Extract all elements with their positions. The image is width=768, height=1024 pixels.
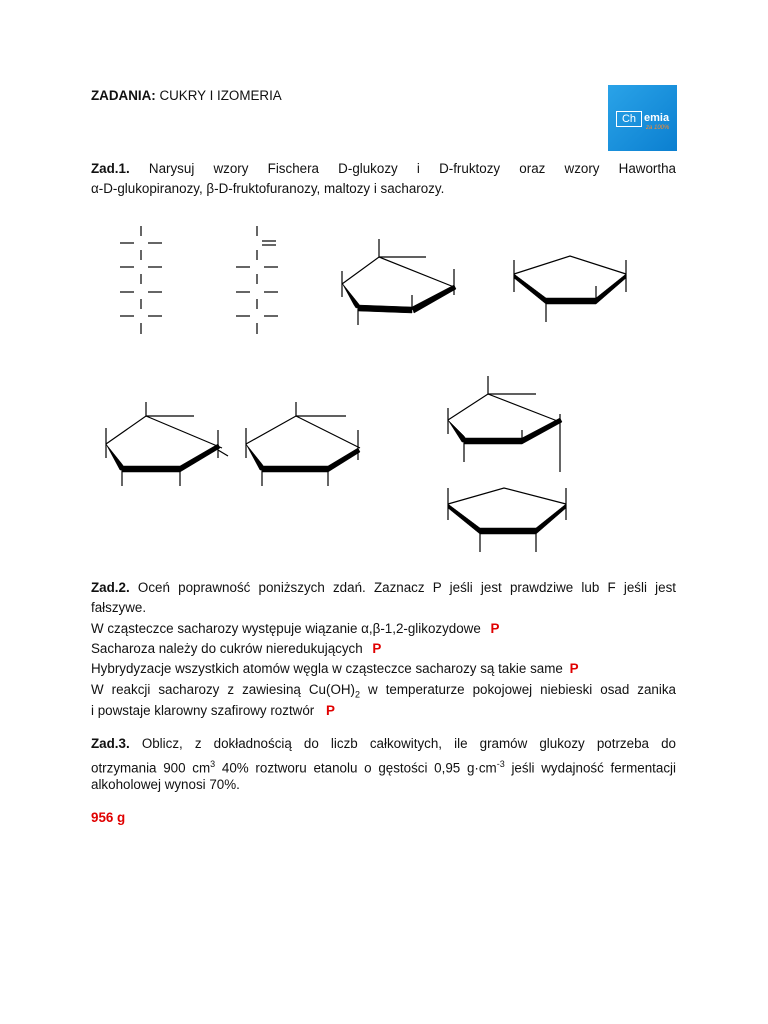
haworth-maltose-ring-2 [238, 400, 368, 492]
haworth-sucrose-glucose-ring [440, 372, 572, 472]
zad3-line1 [91, 734, 676, 754]
zad2-label: Zad.2. [91, 580, 130, 595]
zad3-sup-2: -3 [496, 759, 505, 769]
zad2-statement-4-line2 [91, 701, 335, 721]
statement-text: W cząsteczce sacharozy występuje wiązanie α,β-1,2-glikozydowe [91, 621, 481, 636]
zad3-text-pre: otrzymania 900 cm [91, 760, 211, 776]
zad3-text-post: jeśli wydajność fermentacji [504, 760, 676, 776]
statement-text-pre: W reakcji sacharozy z zawiesiną Cu(OH) [91, 682, 355, 697]
statement-answer: P [372, 641, 382, 656]
haworth-fructofuranose-template [508, 250, 633, 325]
page-title [91, 86, 282, 106]
haworth-sucrose-fructose-ring [440, 480, 572, 562]
zad3-sup-1: 3 [210, 759, 216, 769]
zad2-intro-line2: fałszywe. [91, 600, 147, 615]
zad1-label: Zad.1. [91, 161, 130, 176]
zad1-line1 [91, 159, 676, 179]
zad2-statement-2 [91, 639, 381, 659]
zad1-text-line2: α-D-glukopiranozy, β-D-fruktofuranozy, maltozy i sacharozy. [91, 181, 445, 196]
fischer-glucose-template [112, 222, 172, 338]
statement-text: Sacharoza należy do cukrów nieredukujących [91, 641, 363, 656]
statement-answer: P [325, 703, 335, 718]
zad3-answer: 956 g [91, 810, 126, 825]
zad2-intro-line1 [91, 578, 676, 598]
zad2-intro-text: Oceń poprawność poniższych zdań. Zaznacz P jeśli jest prawdziwe lub F jeśli jest [137, 580, 676, 595]
logo-emia: emia [644, 112, 670, 124]
fischer-fructose-template [228, 222, 288, 338]
zad1-text-line1: Narysuj wzory Fischera D-glukozy i D-fruktozy oraz wzory Hawortha [148, 161, 676, 176]
zad3-text-mid: 40% roztworu etanolu o gęstości 0,95 g·cm [215, 760, 497, 776]
zad3-text-line1: Oblicz, z dokładnością do liczb całkowitych, ile gramów glukozy potrzeba do [141, 736, 676, 751]
zad2-statement-1 [91, 619, 499, 639]
statement-text: Hybrydyzacje wszystkich atomów węgla w cząsteczce sacharozy są takie same [91, 661, 563, 676]
statement-answer: P [569, 661, 579, 676]
title-prefix: ZADANIA: [91, 88, 156, 103]
zad3-line3: alkoholowej wynosi 70%. [91, 777, 240, 792]
zad2-statement-3 [91, 659, 579, 679]
statement-answer: P [490, 621, 500, 636]
statement-subscript: 2 [355, 689, 361, 700]
haworth-glucopyranose-template [334, 235, 464, 327]
logo-subtitle: za 100% [646, 125, 670, 131]
chemia-logo [608, 85, 677, 151]
title-text: CUKRY I IZOMERIA [159, 88, 282, 103]
statement-text-post: w temperaturze pokojowej niebieski osad zanika [360, 682, 676, 697]
logo-ch: Ch [616, 111, 642, 127]
zad3-label: Zad.3. [91, 736, 130, 751]
statement-text: i powstaje klarowny szafirowy roztwór [91, 703, 315, 718]
haworth-maltose-ring-1 [100, 400, 230, 492]
